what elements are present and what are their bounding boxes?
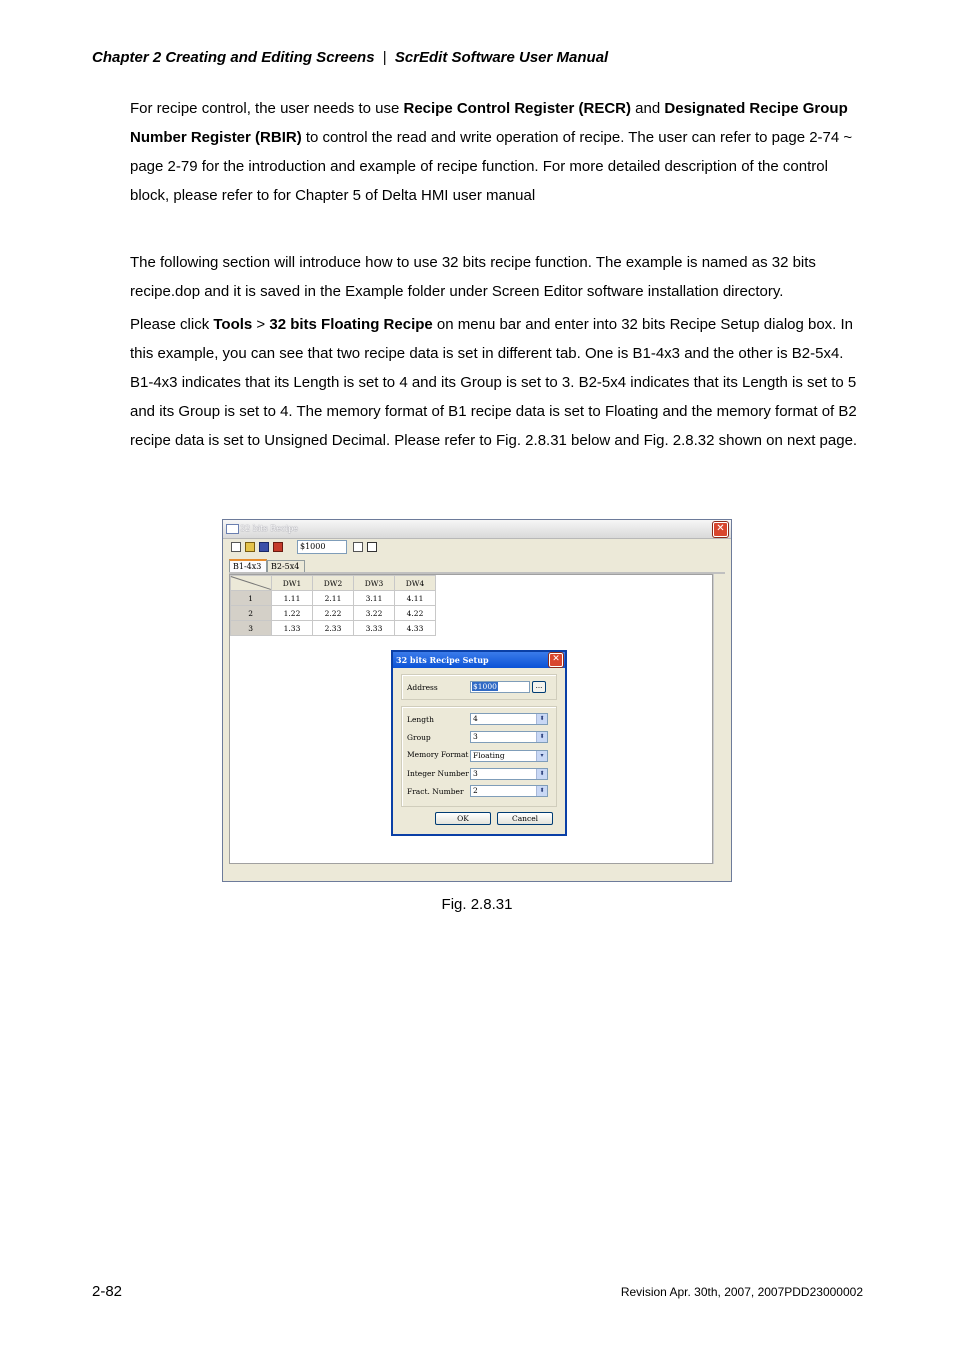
para1-text-3: to control the read and write operation of recipe. The user can refer to page 2-74 ~ page 2-79 for the introduction and example of recipe function. For more detailed description of the control block, please refer to for Chapter 5 of Delta HMI user manual [130, 129, 853, 204]
memory-format-value: Floating [473, 751, 505, 760]
column-header[interactable]: DW4 [395, 576, 436, 591]
vertical-scroll-strip[interactable] [713, 574, 727, 864]
table-cell[interactable]: 2.11 [313, 591, 354, 606]
header-manual-title: ScrEdit Software User Manual [394, 49, 609, 66]
fract-number-label: Fract. Number [407, 787, 464, 796]
table-cell[interactable]: 4.11 [395, 591, 436, 606]
length-spinner[interactable] [470, 713, 548, 725]
table-cell[interactable]: 1.11 [272, 591, 313, 606]
paragraph-instructions [130, 310, 870, 455]
grid-icon[interactable] [367, 542, 377, 552]
column-header[interactable]: DW1 [272, 576, 313, 591]
address-field[interactable] [470, 681, 530, 693]
column-header[interactable]: DW2 [313, 576, 354, 591]
table-cell[interactable]: 3.33 [354, 621, 395, 636]
table-cell[interactable]: 2.22 [313, 606, 354, 621]
page-number: 2-82 [92, 1283, 123, 1300]
recipe-window-screenshot [222, 519, 732, 882]
recipe-window-title: 32 bits Recipe [240, 524, 298, 533]
address-group [401, 674, 557, 700]
browse-button[interactable]: ... [532, 681, 546, 693]
paragraph-example-intro: The following section will introduce how to use 32 bits recipe function. The example is named as 32 bits recipe.dop and it is saved in the Example folder under Screen Editor software installation directory. [130, 254, 816, 300]
table-row [231, 591, 436, 606]
spin-arrows-icon[interactable]: ⬍ [536, 732, 547, 742]
spin-arrows-icon[interactable]: ⬍ [536, 786, 547, 796]
table-row [231, 621, 436, 636]
dialog-close-icon[interactable]: ✕ [549, 653, 563, 667]
row-header[interactable]: 2 [231, 606, 272, 621]
table-cell[interactable]: 2.33 [313, 621, 354, 636]
settings-group [401, 706, 557, 807]
memory-format-select[interactable] [470, 750, 548, 762]
integer-number-label: Integer Number [407, 769, 469, 778]
address-field-value: $1000 [473, 682, 497, 691]
header-chapter: Chapter 2 Creating and Editing Screens [92, 49, 375, 66]
tab-b2-5x4[interactable]: B2-5x4 [267, 560, 305, 573]
running-header [92, 49, 608, 66]
header-separator: | [382, 49, 387, 66]
para3-bold-menu-item: 32 bits Floating Recipe [269, 316, 433, 333]
group-value: 3 [473, 732, 478, 741]
save-icon[interactable] [259, 542, 269, 552]
para1-bold-rbir: Designated Recipe Group Number Register (RBIR) [130, 100, 848, 146]
recipe-window-titlebar [223, 520, 731, 539]
dialog-title: 32 bits Recipe Setup [396, 655, 489, 665]
fract-number-value: 2 [473, 786, 478, 795]
table-corner [231, 576, 272, 591]
paragraph-recipe-control [130, 94, 870, 210]
table-cell[interactable]: 1.22 [272, 606, 313, 621]
table-cell[interactable]: 3.11 [354, 591, 395, 606]
table-row [231, 606, 436, 621]
recipe-setup-dialog [391, 650, 567, 836]
table-cell[interactable]: 1.33 [272, 621, 313, 636]
ok-button[interactable]: OK [435, 812, 491, 825]
length-value: 4 [473, 714, 478, 723]
column-header[interactable]: DW3 [354, 576, 395, 591]
cancel-button[interactable]: Cancel [497, 812, 553, 825]
corner-diagonal [231, 576, 271, 590]
para1-text-2: and [631, 100, 665, 117]
import-icon[interactable] [353, 542, 363, 552]
group-label: Group [407, 733, 431, 742]
new-file-icon[interactable] [231, 542, 241, 552]
figure-caption: Fig. 2.8.31 [441, 896, 513, 913]
spin-arrows-icon[interactable]: ⬍ [536, 769, 547, 779]
table-cell[interactable]: 3.22 [354, 606, 395, 621]
integer-number-spinner[interactable] [470, 768, 548, 780]
close-icon[interactable]: ✕ [713, 522, 728, 537]
tab-b1-4x3[interactable]: B1-4x3 [229, 559, 267, 574]
chevron-down-icon[interactable]: ▾ [536, 751, 547, 761]
row-header[interactable]: 1 [231, 591, 272, 606]
memory-format-label: Memory Format [407, 750, 469, 759]
para3-bold-tools: Tools [213, 316, 253, 333]
row-header[interactable]: 3 [231, 621, 272, 636]
table-cell[interactable]: 4.22 [395, 606, 436, 621]
para1-text-1: For recipe control, the user needs to use [130, 100, 404, 117]
recipe-toolbar [227, 540, 387, 556]
address-input[interactable]: $1000 [297, 540, 347, 554]
dialog-titlebar [393, 652, 565, 668]
table-cell[interactable]: 4.33 [395, 621, 436, 636]
table-header-row [231, 576, 436, 591]
fract-number-spinner[interactable] [470, 785, 548, 797]
spin-arrows-icon[interactable]: ⬍ [536, 714, 547, 724]
para1-bold-recr: Recipe Control Register (RECR) [403, 100, 632, 117]
integer-number-value: 3 [473, 769, 478, 778]
para3-text-1: Please click [130, 316, 214, 333]
para3-text-3: on menu bar and enter into 32 bits Recipe Setup dialog box. In this example, you can see that two recipe data is set in different tab. One is B1-4x3 and the other is B2-5x4. B1-4x3 indicates that its Length is set to 4 and its Group is set to 3. B2-5x4 indicates that its Length is set to 5 and its Group is set to 4. The memory format of B1 recipe data is set to Floating and the memory format of B2 recipe data is set to Unsigned Decimal. Please refer to Fig. 2.8.31 below and Fig. 2.8.32 shown on next page. [130, 316, 858, 449]
recipe-table [230, 575, 436, 636]
revision-note: Revision Apr. 30th, 2007, 2007PDD23000002 [620, 1285, 863, 1299]
open-folder-icon[interactable] [245, 542, 255, 552]
recipe-setup-icon[interactable] [273, 542, 283, 552]
group-spinner[interactable] [470, 731, 548, 743]
para3-text-2: > [252, 316, 270, 333]
length-label: Length [407, 715, 434, 724]
window-app-icon [226, 524, 239, 534]
address-label: Address [407, 683, 438, 692]
